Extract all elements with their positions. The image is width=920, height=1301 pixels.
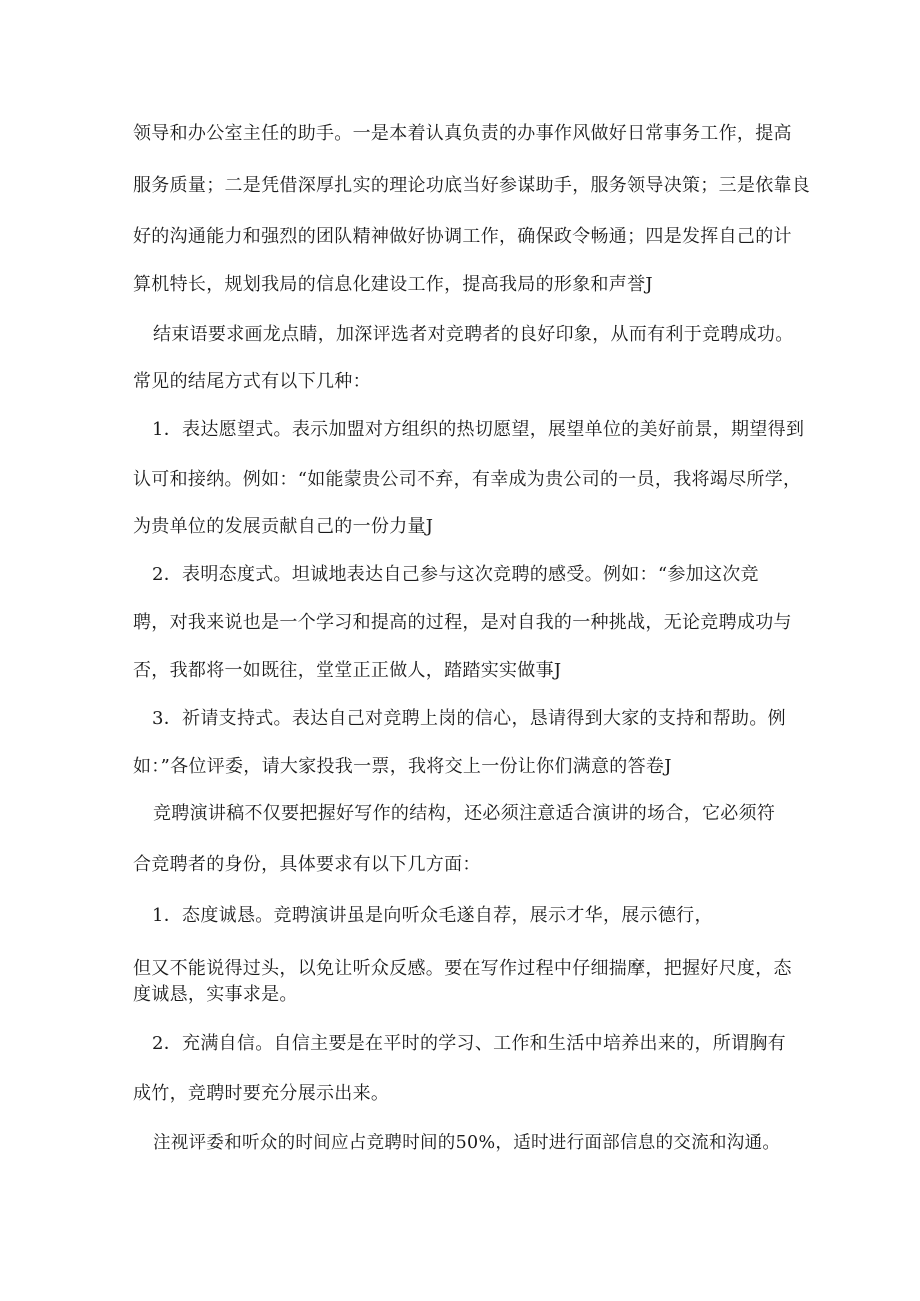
text-line-20: 2．充满自信。自信主要是在平时的学习、工作和生活中培养出来的，所谓胸有 bbox=[152, 1033, 786, 1054]
text-line-19: 度诚恳，实事求是。 bbox=[133, 984, 298, 1005]
text-line-5: 结束语要求画龙点睛，加深评选者对竞聘者的良好印象，从而有利于竞聘成功。 bbox=[153, 324, 794, 345]
text-line-17: 1．态度诚恳。竞聘演讲虽是向听众毛遂自荐，展示才华，展示德行， bbox=[152, 905, 713, 926]
text-line-14: 如：”各位评委，请大家投我一票，我将交上一份让你们满意的答卷J bbox=[133, 756, 672, 777]
text-line-21: 成竹，竞聘时要充分展示出来。 bbox=[133, 1083, 390, 1104]
text-line-12: 否，我都将一如既往，堂堂正正做人，踏踏实实做事J bbox=[133, 660, 562, 681]
text-line-7: 1．表达愿望式。表示加盟对方组织的热切愿望，展望单位的美好前景，期望得到 bbox=[152, 419, 805, 440]
text-line-8: 认可和接纳。例如：“如能蒙贵公司不弃，有幸成为贵公司的一员，我将竭尽所学， bbox=[133, 469, 802, 490]
text-line-1: 领导和办公室主任的助手。一是本着认真负责的办事作风做好日常事务工作，提高 bbox=[133, 123, 792, 144]
text-line-22: 注视评委和听众的时间应占竞聘时间的50%，适时进行面部信息的交流和沟通。 bbox=[153, 1133, 781, 1153]
text-line-18: 但又不能说得过头，以免让听众反感。要在写作过程中仔细揣摩，把握好尺度，态 bbox=[133, 958, 792, 979]
text-line-9: 为贵单位的发展贡献自己的一份力量J bbox=[133, 516, 434, 537]
text-line-13: 3．祈请支持式。表达自己对竞聘上岗的信心，恳请得到大家的支持和帮助。例 bbox=[152, 708, 786, 729]
text-line-15: 竞聘演讲稿不仅要把握好写作的结构，还必须注意适合演讲的场合，它必须符 bbox=[153, 803, 776, 824]
text-line-6: 常见的结尾方式有以下几种： bbox=[133, 371, 371, 392]
text-line-16: 合竞聘者的身份，具体要求有以下几方面： bbox=[133, 854, 481, 875]
text-line-4: 算机特长，规划我局的信息化建设工作，提高我局的形象和声誉J bbox=[133, 274, 653, 295]
text-line-11: 聘，对我来说也是一个学习和提高的过程，是对自我的一种挑战，无论竞聘成功与 bbox=[133, 612, 792, 633]
text-line-2: 服务质量；二是凭借深厚扎实的理论功底当好参谋助手，服务领导决策；三是依靠良 bbox=[133, 175, 811, 196]
text-line-10: 2．表明态度式。坦诚地表达自己参与这次竞聘的感受。例如：“参加这次竞 bbox=[152, 564, 759, 585]
text-line-3: 好的沟通能力和强烈的团队精神做好协调工作，确保政令畅通；四是发挥自己的计 bbox=[133, 226, 792, 247]
